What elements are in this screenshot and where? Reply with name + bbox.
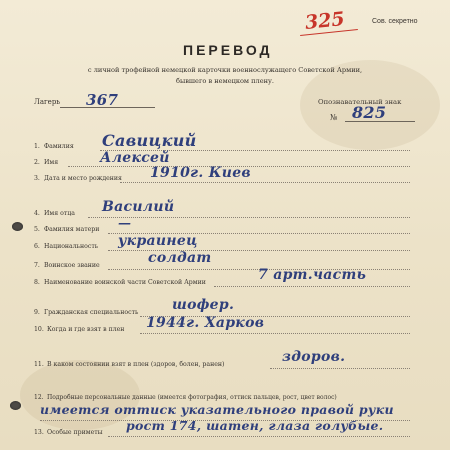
field-value-condition: здоров.: [282, 349, 346, 365]
field-value-marks: рост 174, шатен, глаза голубые.: [126, 418, 384, 433]
field-label-birth: Дата и место рождения: [44, 175, 122, 182]
red-handwritten-number: 325: [303, 7, 346, 35]
field-value-details: имеется оттиск указательного правой руки: [40, 402, 394, 417]
field-line: [108, 436, 410, 437]
camp-label: Лагерь: [34, 98, 61, 106]
field-number: 12.: [34, 394, 44, 401]
field-label-mother: Фамилия матери: [44, 226, 100, 233]
field-value-rank: солдат: [148, 250, 212, 266]
field-label-profession: Гражданская специальность: [44, 309, 139, 316]
classification-label: Сов. секретно: [372, 18, 418, 25]
field-label-name: Имя: [44, 159, 59, 166]
field-label-details: Подробные персональные данные (имеется фотография, оттиск пальцев, рост, цвет волос): [47, 394, 337, 401]
page-title: ПЕРЕВОД: [183, 42, 273, 58]
field-number: 11.: [34, 361, 44, 368]
field-number: 5.: [34, 226, 40, 233]
field-label-marks: Особые приметы: [47, 429, 103, 436]
field-line: [140, 333, 410, 334]
tag-label: Опознавательный знак: [318, 98, 402, 106]
tag-prefix: №: [330, 113, 338, 122]
field-value-birth: 1910г. Киев: [150, 165, 251, 181]
field-number: 1.: [34, 143, 40, 150]
subtitle-line-2: бывшего в немецком плену.: [175, 77, 275, 85]
field-number: 13.: [34, 429, 44, 436]
field-label-captured: Когда и где взят в плен: [47, 326, 125, 333]
field-line: [120, 182, 410, 183]
camp-value: 367: [86, 91, 119, 109]
field-number: 6.: [34, 243, 40, 250]
field-value-name: Алексей: [100, 150, 170, 166]
field-number: 8.: [34, 279, 40, 286]
field-number: 9.: [34, 309, 40, 316]
field-number: 4.: [34, 210, 40, 217]
field-value-profession: шофер.: [172, 297, 235, 313]
field-number: 7.: [34, 262, 40, 269]
field-label-nationality: Национальность: [44, 243, 99, 250]
field-value-unit: 7 арт.часть: [258, 267, 367, 283]
field-label-patronymic: Имя отца: [44, 210, 75, 217]
subtitle-line-1: с личной трофейной немецкой карточки военнослужащего Советской Армии,: [87, 66, 363, 74]
field-value-patronymic: Василий: [102, 199, 175, 215]
field-value-captured: 1944г. Харков: [146, 315, 265, 331]
punch-hole: [12, 222, 23, 231]
field-label-surname: Фамилия: [44, 143, 74, 150]
tag-value: 825: [352, 103, 387, 122]
field-label-rank: Воинское звание: [44, 262, 100, 269]
field-label-condition: В каком состоянии взят в плен (здоров, болен, ранен): [47, 361, 225, 368]
field-line: [88, 217, 410, 218]
field-line: [270, 368, 410, 369]
field-number: 2.: [34, 159, 40, 166]
field-number: 3.: [34, 175, 40, 182]
field-number: 10.: [34, 326, 44, 333]
field-value-nationality: украинец: [118, 233, 198, 249]
field-label-unit: Наименование воинской части Советской Армии: [44, 279, 206, 286]
punch-hole: [10, 401, 21, 410]
field-value-surname: Савицкий: [102, 131, 197, 150]
field-value-mother: —: [118, 216, 132, 231]
field-line: [214, 286, 410, 287]
